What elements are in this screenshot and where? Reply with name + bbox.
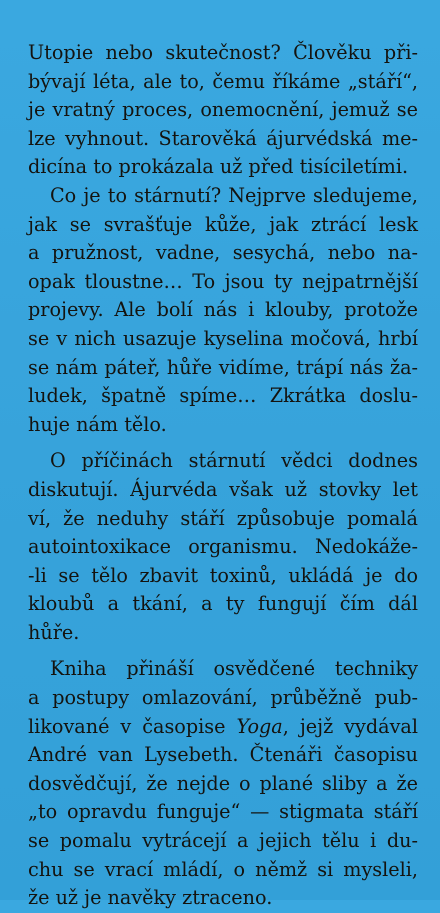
text-line: že už je navěky ztraceno. [28,886,273,910]
text-line: se pomalu vytrácejí a jejich tělu i du- [28,829,418,853]
paragraph-1 [28,39,418,182]
text-line: Co je to stárnutí? Nejprve sledujeme, [50,183,418,207]
text-line: hůře. [28,620,80,644]
text-line: se v nich usazuje kyselina močová, hrbí [28,326,418,350]
text-line: jak se svrašťuje kůže, jak ztrácí lesk [28,212,418,236]
paragraph-2 [28,182,418,439]
paragraph-gap [28,439,418,447]
text-line: André van Lysebeth. Čtenáři časopisu [28,743,418,767]
text-line: kloubů a tkání, a ty fungují čím dál [28,592,418,616]
text-line: chu se vrací mládí, o němž si mysleli, [28,857,418,881]
text-line: lze vyhnout. Starověká ájurvédská me- [28,126,418,150]
text-line: ví, že neduhy stáří způsobuje pomalá [28,506,418,530]
text-line: -li se tělo zbavit toxinů, ukládá je do [28,563,418,587]
text-line: dicína to prokázala už před tisíciletími. [28,155,409,179]
text-line: O příčinách stárnutí vědci dodnes [50,449,418,473]
blurb-text [28,39,418,913]
text-line: huje nám tělo. [28,412,167,436]
magazine-name: Yoga [236,714,283,738]
text-line-with-magazine [28,713,418,742]
text-line: je vratný proces, onemocnění, jemuž se [28,98,418,122]
text-line: diskutují. Ájurvéda však už stovky let [28,477,418,501]
text-line: opak tloustne… To jsou ty nejpatrnější [28,269,418,293]
text-line: projevy. Ale bolí nás i klouby, protože [28,298,418,322]
text-fragment: likované v časopise [28,714,237,738]
text-line: a pružnost, vadne, sesychá, nebo na- [28,241,418,265]
paragraph-4 [28,655,418,912]
text-line: a postupy omlazování, průběžně pub- [28,686,418,710]
text-line: dosvědčují, že nejde o plané sliby a že [28,771,418,795]
paragraph-gap [28,647,418,655]
text-line: autointoxikace organismu. Nedokáže- [28,535,418,559]
text-line: bývají léta, ale to, čemu říkáme „stáří“, [28,69,418,93]
text-line: Kniha přináší osvědčené techniky [50,657,418,681]
paragraph-3 [28,447,418,647]
text-line: „to opravdu funguje“ — stigmata stáří [28,800,418,824]
text-line: ludek, špatně spíme… Zkrátka doslu- [28,384,418,408]
text-line: Utopie nebo skutečnost? Člověku při- [28,41,418,64]
text-fragment: , jejž vydával [282,714,418,738]
text-line: se nám páteř, hůře vidíme, trápí nás ža- [28,355,418,379]
